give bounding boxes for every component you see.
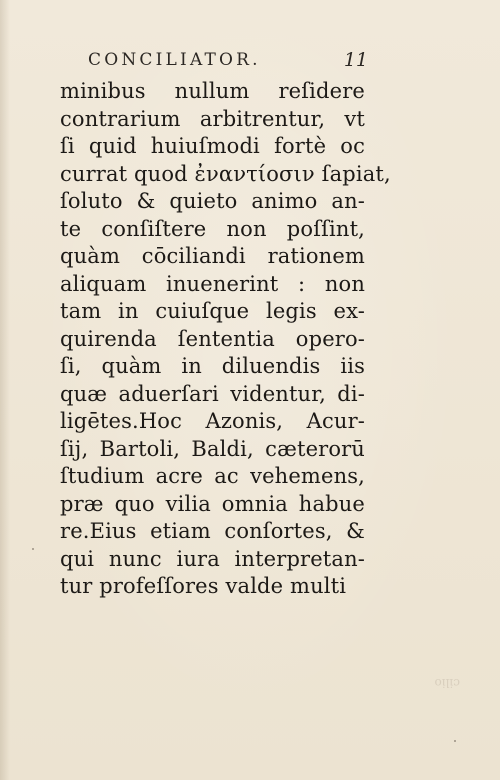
text-line: ſoluto & quieto animo an- (60, 189, 365, 213)
text-line: quàm cōciliandi rationem (60, 244, 365, 268)
paper-speck (454, 740, 456, 742)
body-text (60, 78, 391, 673)
text-line: te conſiſtere non poſſint, (60, 216, 365, 241)
page-fold-shadow (0, 0, 10, 780)
text-line: minibus nullum reſidere (60, 79, 365, 103)
paper-speck (137, 504, 139, 506)
text-line: contrarium arbitrentur, vt (60, 106, 365, 131)
text-line: ligētes.Hoc Azonis, Acur- (60, 409, 365, 433)
show-through-text: cilio (434, 676, 460, 690)
text-line: tur profeſſores valde multi (60, 574, 347, 598)
text-line: ſi, quàm in diluendis iis (60, 354, 365, 378)
text-line: ſij, Bartoli, Baldi, cæterorū (60, 436, 365, 461)
text-line: aliquam inuenerint : non (60, 271, 365, 296)
text-line: qui nunc iura interpretan- (60, 546, 365, 571)
page-number: 11 (343, 49, 368, 71)
paper-speck (32, 548, 34, 550)
text-line: quæ aduerſari videntur, di- (60, 381, 365, 406)
running-head: CONCILIATOR. (88, 50, 261, 70)
text-line: præ quo vilia omnia habue (60, 491, 365, 516)
text-line: ſtudium acre ac vehemens, (60, 464, 365, 488)
text-line: currat quod ἐναντίοσιν ſapiat, (60, 161, 391, 186)
text-line: quirenda ſententia opero- (60, 326, 365, 351)
text-line: tam in cuiuſque legis ex- (60, 299, 365, 323)
text-line: re.Eius etiam conſortes, & (60, 519, 365, 543)
text-line: ſi quid huiuſmodi fortè oc (60, 134, 365, 158)
